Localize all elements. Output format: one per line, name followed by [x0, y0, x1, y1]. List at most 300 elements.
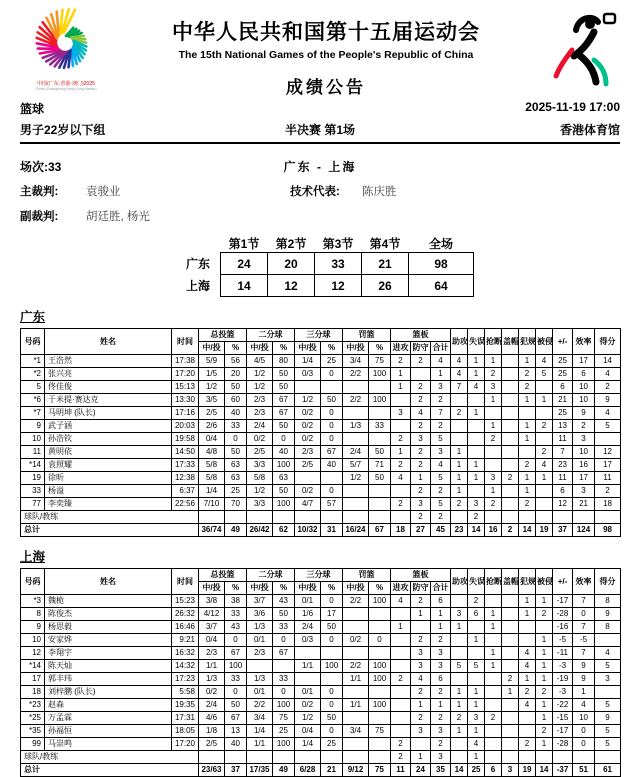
stat-cell: 124 [573, 524, 595, 537]
stat-cell: 2/3 [247, 407, 273, 420]
stat-cell: 6 [573, 368, 595, 381]
col-rebound: 合计 [431, 582, 451, 595]
stat-cell: 1 [468, 699, 485, 712]
assistant-referee-label: 副裁判: [20, 208, 86, 224]
player-row [21, 446, 621, 459]
stat-cell: 49 [273, 764, 295, 777]
stat-cell: 2/5 [247, 446, 273, 459]
info-line-2 [20, 121, 620, 136]
stat-cell [369, 608, 391, 621]
stat-cell: 2 [411, 394, 431, 407]
team-title: 上海 [20, 547, 45, 565]
stat-cell: 2 [536, 686, 553, 699]
player-row [21, 725, 621, 738]
stat-cell: 3/7 [199, 621, 225, 634]
stat-cell: 25 [553, 407, 573, 420]
stat-cell: 0 [321, 485, 343, 498]
stat-cell: 0/2 [343, 634, 369, 647]
stat-cell: 1/4 [247, 725, 273, 738]
stat-cell [411, 738, 431, 751]
stat-cell: 0/3 [295, 634, 321, 647]
player-time: 19:58 [172, 433, 199, 446]
stat-cell [485, 686, 502, 699]
stat-cell: 1/2 [247, 368, 273, 381]
stat-cell: 4 [468, 738, 485, 751]
total-score: 98 [409, 253, 474, 275]
stat-cell: 2/2 [343, 660, 369, 673]
stat-cell: 1 [451, 621, 468, 634]
stat-cell: 2 [411, 595, 431, 608]
stat-cell: 1 [468, 472, 485, 485]
stat-cell: 67 [273, 394, 295, 407]
player-row [21, 368, 621, 381]
player-row [21, 498, 621, 511]
stat-cell: 1/1 [199, 660, 225, 673]
stat-cell [485, 673, 502, 686]
col-rebound: 进攻 [391, 582, 411, 595]
stat-cell: 37 [225, 764, 247, 777]
stat-cell [225, 751, 247, 764]
stat-cell [595, 686, 621, 699]
stat-cell [485, 738, 502, 751]
stat-cell [199, 511, 225, 524]
stat-cell: 11 [553, 472, 573, 485]
stat-cell: 100 [369, 595, 391, 608]
col-stat: 盖帽 [502, 569, 519, 595]
player-number: *25 [21, 712, 45, 725]
stat-cell: 0 [369, 634, 391, 647]
stat-cell: 1 [519, 608, 536, 621]
quarter-score-table [166, 234, 474, 297]
stat-cell [451, 634, 468, 647]
stat-cell: 60 [225, 394, 247, 407]
col-made-att: 中/投 [295, 342, 321, 355]
stat-cell [468, 485, 485, 498]
stat-cell: 17 [573, 355, 595, 368]
stat-cell: 1 [519, 355, 536, 368]
stat-cell: 1 [391, 446, 411, 459]
stat-cell: 50 [321, 621, 343, 634]
stat-cell: 67 [369, 524, 391, 537]
stat-cell [295, 381, 321, 394]
stat-cell: 1 [431, 699, 451, 712]
stat-cell: 18 [595, 498, 621, 511]
stat-cell [369, 621, 391, 634]
stat-cell [502, 433, 519, 446]
stat-cell: 2 [536, 725, 553, 738]
stat-cell: 2 [391, 459, 411, 472]
stat-cell: 16 [573, 459, 595, 472]
stat-cell: 1/5 [199, 368, 225, 381]
stat-cell: 62 [273, 524, 295, 537]
stat-cell: 2 [485, 368, 502, 381]
stat-cell [391, 699, 411, 712]
stat-cell: -17 [553, 595, 573, 608]
team-title: 广东 [20, 307, 45, 325]
col-stat: 效率 [573, 569, 595, 595]
stat-cell: 2 [431, 394, 451, 407]
player-row [21, 738, 621, 751]
stat-cell: 25 [273, 725, 295, 738]
stat-cell [391, 511, 411, 524]
player-name: 刘梓鹏 (队长) [45, 686, 172, 699]
stat-cell: 6 [485, 764, 502, 777]
stat-cell: 5 [431, 472, 451, 485]
stat-cell: 0/1 [295, 595, 321, 608]
stat-cell [273, 511, 295, 524]
stat-cell [468, 446, 485, 459]
player-name: 马明坤 (队长) [45, 407, 172, 420]
stat-cell: 5 [431, 498, 451, 511]
stat-cell [502, 725, 519, 738]
stat-cell: 16 [485, 524, 502, 537]
player-name: 陈天灿 [45, 660, 172, 673]
stat-cell [502, 446, 519, 459]
stat-cell [343, 498, 369, 511]
stat-cell: 6 [431, 673, 451, 686]
team-section-away [20, 547, 620, 777]
player-name: 杨溢 [45, 485, 172, 498]
stat-cell: 17 [595, 459, 621, 472]
stat-cell: 2/6 [199, 420, 225, 433]
stat-cell: 2 [485, 712, 502, 725]
stat-cell: 1/1 [247, 738, 273, 751]
stat-cell: 25 [553, 355, 573, 368]
stat-cell: 1 [519, 595, 536, 608]
player-time: 20:03 [172, 420, 199, 433]
stat-cell: 5/8 [247, 472, 273, 485]
stat-cell: 3 [485, 381, 502, 394]
player-row [21, 686, 621, 699]
stat-cell: 26/42 [247, 524, 273, 537]
stat-cell [247, 751, 273, 764]
stat-cell: 3/4 [247, 712, 273, 725]
stat-cell: 0 [321, 595, 343, 608]
stat-cell [343, 608, 369, 621]
matchup: 广东 - 上海 [20, 158, 620, 175]
player-name: 李翔宇 [45, 647, 172, 660]
stat-cell [536, 407, 553, 420]
stat-cell: 10 [573, 712, 595, 725]
stat-cell [468, 647, 485, 660]
team-coach-row [21, 751, 621, 764]
stat-cell: -16 [553, 621, 573, 634]
stat-cell: 1 [431, 368, 451, 381]
stat-cell: 3/4 [343, 355, 369, 368]
quarter-score: 24 [221, 253, 268, 275]
stat-cell: 2 [391, 498, 411, 511]
stat-cell: 3 [431, 381, 451, 394]
stat-cell: 40 [273, 446, 295, 459]
stat-cell: 40 [321, 459, 343, 472]
stat-cell: 2/4 [295, 621, 321, 634]
stat-cell: 2 [451, 407, 468, 420]
stat-cell [536, 485, 553, 498]
stat-cell: 2/3 [199, 647, 225, 660]
col-pct: % [273, 582, 295, 595]
stat-cell [502, 511, 519, 524]
stat-cell: 33 [273, 621, 295, 634]
player-name: 郭丰玮 [45, 673, 172, 686]
col-group: 总投篮 [199, 329, 247, 342]
stat-cell: 1/2 [295, 712, 321, 725]
stat-cell: 50 [273, 420, 295, 433]
stat-cell: 1/1 [295, 660, 321, 673]
stat-cell [536, 498, 553, 511]
stat-cell: 2 [502, 673, 519, 686]
player-row [21, 485, 621, 498]
stat-cell [595, 433, 621, 446]
stat-cell: 4 [451, 368, 468, 381]
stat-cell: 1/4 [295, 738, 321, 751]
stat-cell: 0 [573, 608, 595, 621]
player-number: 11 [21, 446, 45, 459]
col-group: 罚篮 [343, 569, 391, 582]
stat-cell: -28 [553, 608, 573, 621]
col-stat: +/- [553, 569, 573, 595]
player-row [21, 712, 621, 725]
player-number: *2 [21, 368, 45, 381]
player-time: 6:37 [172, 485, 199, 498]
player-name: 魏桅 [45, 595, 172, 608]
stat-cell: 5/8 [199, 459, 225, 472]
stat-cell: 4/7 [295, 498, 321, 511]
stat-cell: 10/32 [295, 524, 321, 537]
stat-cell: 1 [485, 420, 502, 433]
stat-cell: 3 [411, 660, 431, 673]
stat-cell: 1 [519, 485, 536, 498]
stat-cell: 18 [391, 524, 411, 537]
stat-cell [502, 712, 519, 725]
stat-cell [273, 660, 295, 673]
stat-cell: 0 [321, 686, 343, 699]
stat-cell: 1 [468, 407, 485, 420]
stat-cell: 1 [485, 647, 502, 660]
round-label: 半决赛 第1场 [20, 121, 620, 138]
stat-cell: 33 [369, 420, 391, 433]
stat-cell: 0 [573, 738, 595, 751]
player-name: 张兴亮 [45, 368, 172, 381]
title-block [112, 10, 540, 98]
stat-cell: 11 [553, 433, 573, 446]
stat-cell: 8 [595, 595, 621, 608]
stat-cell: 2 [391, 673, 411, 686]
stat-cell: 2 [411, 485, 431, 498]
stat-cell: 16/24 [343, 524, 369, 537]
stat-cell [343, 511, 369, 524]
stat-cell: 1 [519, 673, 536, 686]
player-number: 12 [21, 647, 45, 660]
stat-cell [369, 712, 391, 725]
stat-cell: 17 [573, 472, 595, 485]
stat-cell: 1/2 [199, 381, 225, 394]
stat-cell: 100 [273, 738, 295, 751]
player-row [21, 595, 621, 608]
col-stat: 犯规 [519, 569, 536, 595]
stat-cell: 0/2 [295, 699, 321, 712]
quarter-score: 12 [268, 275, 315, 297]
player-time: 15:13 [172, 381, 199, 394]
stat-cell: 4 [595, 368, 621, 381]
stat-cell: 1 [468, 725, 485, 738]
stat-cell [468, 420, 485, 433]
player-name: 杨思毅 [45, 621, 172, 634]
player-time: 17:38 [172, 355, 199, 368]
stat-cell: 7 [451, 381, 468, 394]
stat-cell: 3 [391, 407, 411, 420]
stat-cell: 57 [321, 498, 343, 511]
stat-cell [451, 738, 468, 751]
col-stat: +/- [553, 329, 573, 355]
stat-cell: 0 [273, 634, 295, 647]
team-coach-row-label: 球队/教练 [21, 751, 199, 764]
stat-cell: 0 [321, 725, 343, 738]
stat-cell [502, 751, 519, 764]
stat-cell [343, 381, 369, 394]
stat-cell: 1 [536, 699, 553, 712]
stat-cell: 21 [553, 394, 573, 407]
col-made-att: 中/投 [343, 342, 369, 355]
stat-cell: 1 [411, 608, 431, 621]
stat-cell: 2/3 [247, 647, 273, 660]
stat-cell [247, 660, 273, 673]
player-name: 黄明依 [45, 446, 172, 459]
stat-cell: 4/6 [199, 712, 225, 725]
stat-cell: 1 [451, 472, 468, 485]
stat-cell: 63 [273, 472, 295, 485]
info-line-1 [20, 100, 620, 117]
stat-cell: 11 [391, 764, 411, 777]
stat-cell [519, 751, 536, 764]
stat-cell: 2 [519, 368, 536, 381]
quarter-scores [20, 234, 620, 297]
stat-cell: 2/2 [343, 368, 369, 381]
stat-cell: 6 [553, 381, 573, 394]
stat-cell: 21 [321, 764, 343, 777]
stat-cell: 2 [431, 634, 451, 647]
player-name: 孙福恒 [45, 725, 172, 738]
stat-cell: 67 [273, 407, 295, 420]
stat-cell: 25 [225, 485, 247, 498]
stat-cell [468, 621, 485, 634]
player-time: 18:05 [172, 725, 199, 738]
stat-cell: 23 [451, 524, 468, 537]
stat-cell: 100 [369, 673, 391, 686]
stat-cell: 2 [536, 420, 553, 433]
stat-cell: 2 [411, 511, 431, 524]
quarter-header-row [166, 234, 474, 253]
player-time: 14:50 [172, 446, 199, 459]
col-stat: 助攻 [451, 569, 468, 595]
match-row [20, 158, 620, 174]
stat-cell: 0 [321, 368, 343, 381]
stat-cell: 1/3 [199, 673, 225, 686]
stat-cell: 50 [225, 699, 247, 712]
player-number: *14 [21, 459, 45, 472]
col-made-att: 中/投 [295, 582, 321, 595]
stat-cell: 0 [321, 407, 343, 420]
stat-cell: 2 [573, 420, 595, 433]
stat-cell: 9 [573, 407, 595, 420]
stat-cell: 3/5 [199, 394, 225, 407]
stat-cell: 14 [595, 355, 621, 368]
stat-cell [199, 751, 225, 764]
stat-cell: 2 [468, 595, 485, 608]
player-row [21, 472, 621, 485]
col-stat: 失误 [468, 329, 485, 355]
stat-cell: 2 [411, 420, 431, 433]
col-rebound: 进攻 [391, 342, 411, 355]
stat-cell: 21 [573, 498, 595, 511]
player-time: 17:33 [172, 459, 199, 472]
stat-cell: 2/4 [247, 420, 273, 433]
stat-cell: 3/4 [343, 725, 369, 738]
col-group: 二分球 [247, 329, 295, 342]
col-time: 时间 [172, 329, 199, 355]
col-stat: 助攻 [451, 329, 468, 355]
stat-cell [411, 621, 431, 634]
stat-cell: 2 [391, 433, 411, 446]
stat-cell [391, 660, 411, 673]
stat-cell [343, 433, 369, 446]
stat-cell: 3 [411, 433, 431, 446]
col-stat: 抢断 [485, 329, 502, 355]
stat-cell: 20 [225, 368, 247, 381]
stat-cell: -22 [553, 699, 573, 712]
stat-cell [502, 459, 519, 472]
stat-cell: 61 [595, 764, 621, 777]
player-row [21, 621, 621, 634]
stat-cell: 33 [273, 673, 295, 686]
stat-cell [451, 751, 468, 764]
stat-cell [369, 433, 391, 446]
stat-cell [595, 511, 621, 524]
stat-cell: 3/8 [199, 595, 225, 608]
stat-cell [573, 751, 595, 764]
stat-cell: 5 [595, 420, 621, 433]
stat-cell: 1 [573, 686, 595, 699]
player-name: 王浩然 [45, 355, 172, 368]
player-time: 17:20 [172, 368, 199, 381]
stat-cell: 0/2 [247, 433, 273, 446]
col-group: 总投篮 [199, 569, 247, 582]
stat-cell: 4/12 [199, 608, 225, 621]
stat-cell: 2 [411, 355, 431, 368]
stats-table-away [20, 568, 621, 777]
stat-cell: 1/4 [295, 355, 321, 368]
stat-cell: 31 [321, 524, 343, 537]
stat-cell [451, 433, 468, 446]
stat-cell: 50 [321, 712, 343, 725]
stat-cell: 1/8 [199, 725, 225, 738]
stat-cell: 0 [321, 420, 343, 433]
stat-cell: 2/5 [199, 407, 225, 420]
stat-cell: 1 [536, 394, 553, 407]
sport-label: 篮球 [20, 100, 44, 117]
col-pct: % [273, 342, 295, 355]
stat-cell [536, 511, 553, 524]
stat-cell: 1 [468, 751, 485, 764]
stat-cell: 1 [391, 368, 411, 381]
player-name: 万孟霖 [45, 712, 172, 725]
stat-cell [343, 407, 369, 420]
stat-cell: 3/3 [247, 498, 273, 511]
stat-cell: 2 [411, 634, 431, 647]
technical-delegate-label: 技术代表: [290, 183, 362, 199]
stat-cell: 6/28 [295, 764, 321, 777]
stat-cell: 0 [273, 686, 295, 699]
stat-cell: 4 [595, 407, 621, 420]
